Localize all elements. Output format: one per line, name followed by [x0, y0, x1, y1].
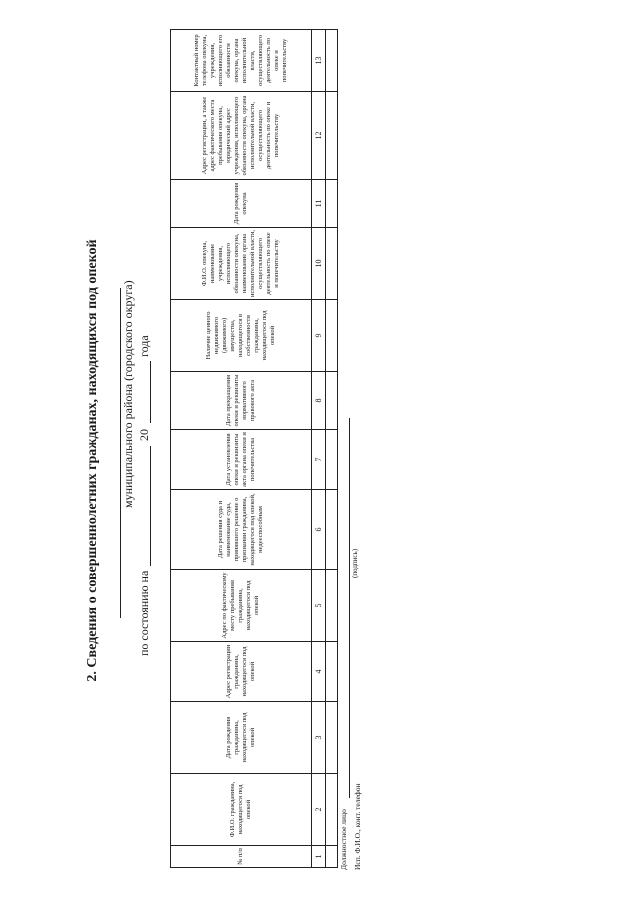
date-suffix: года — [137, 335, 151, 357]
column-number: 4 — [312, 642, 326, 702]
column-number: 10 — [312, 228, 326, 300]
header-cell-property: Наличие ценного недвижимого (движимого) имущества, находящегося в собственности гражданина, находящегося под опекой — [171, 300, 312, 372]
column-number-row — [312, 30, 326, 868]
column-number: 7 — [312, 430, 326, 490]
signature-caption: (подпись) — [351, 548, 359, 578]
signature-blank-line — [349, 418, 350, 798]
empty-cell[interactable] — [326, 300, 338, 372]
empty-cell[interactable] — [326, 180, 338, 228]
header-cell-index: № п/п — [171, 846, 312, 868]
header-cell-ward-registration-address: Адрес регистрации гражданина, находящегося под опекой — [171, 642, 312, 702]
header-cell-ward-name: Ф.И.О. гражданина, находящегося под опекой — [171, 774, 312, 846]
column-number: 11 — [312, 180, 326, 228]
date-blank-line — [150, 446, 151, 566]
header-cell-guardian-birthdate: Дата рождения опекуна — [171, 180, 312, 228]
header-cell-guardianship-end: Дата прекращения опеки и реквизиты нормативного правового акта — [171, 372, 312, 430]
document-title: 2. Сведения о совершеннолетних гражданах, находящихся под опекой — [85, 239, 100, 682]
empty-cell[interactable] — [326, 774, 338, 846]
empty-cell[interactable] — [326, 228, 338, 300]
empty-cell[interactable] — [326, 430, 338, 490]
date-year-prefix: 20 — [137, 429, 151, 441]
column-number: 2 — [312, 774, 326, 846]
empty-cell[interactable] — [326, 30, 338, 92]
empty-cell[interactable] — [326, 490, 338, 570]
year-blank-line — [150, 361, 151, 423]
empty-cell[interactable] — [326, 642, 338, 702]
empty-data-row — [326, 30, 338, 868]
column-number: 9 — [312, 300, 326, 372]
header-cell-guardian-name: Ф.И.О. опекуна, наименование учреждения, исполняющего обязанности опекуна, наименование органа исполнительной власти, осуществляющего деятельность по опеке и попечительству — [171, 228, 312, 300]
municipality-caption: муниципального района (городского округа) — [121, 280, 135, 508]
column-number: 5 — [312, 570, 326, 642]
header-cell-court-decision: Дата решения суда и наименование суда, принявшего решение о признании гражданина, находящегося под опекой, недееспособным — [171, 490, 312, 570]
empty-cell[interactable] — [326, 702, 338, 774]
date-prefix: по состоянию на — [137, 570, 151, 656]
header-cell-guardian-address: Адрес регистрации, а также адрес фактического места пребывания опекуна, юридический адрес учреждения, исполняющего обязанности опекуна, органа исполнительной власти, осуществляющего деятельность по опеке и попечительству — [171, 92, 312, 180]
official-label: Должностное лицо — [339, 809, 348, 870]
column-number: 12 — [312, 92, 326, 180]
rotated-document-page — [85, 34, 370, 878]
column-number: 6 — [312, 490, 326, 570]
empty-cell[interactable] — [326, 570, 338, 642]
header-cell-ward-birthdate: Дата рождения гражданина, находящегося под опекой — [171, 702, 312, 774]
empty-cell[interactable] — [326, 92, 338, 180]
header-cell-ward-actual-address: Адрес по фактическому месту пребывания гражданина, находящегося под опекой — [171, 570, 312, 642]
column-number: 8 — [312, 372, 326, 430]
column-number: 1 — [312, 846, 326, 868]
empty-cell[interactable] — [326, 372, 338, 430]
executor-label: Исп. Ф.И.О., конт. телефон — [353, 783, 362, 870]
empty-cell[interactable] — [326, 846, 338, 868]
header-row — [171, 30, 312, 868]
column-number: 3 — [312, 702, 326, 774]
column-number: 13 — [312, 30, 326, 92]
header-cell-guardianship-start: Дата установления опеки и реквизиты акта органа опеки и попечительства — [171, 430, 312, 490]
header-cell-guardian-phone: Контактный номер телефона опекуна, учреждения, исполняющего его обязанности опекуна, органа исполнительной власти, осуществляющего деятельность по опеке и попечительству — [171, 30, 312, 92]
guardianship-table — [170, 29, 338, 868]
